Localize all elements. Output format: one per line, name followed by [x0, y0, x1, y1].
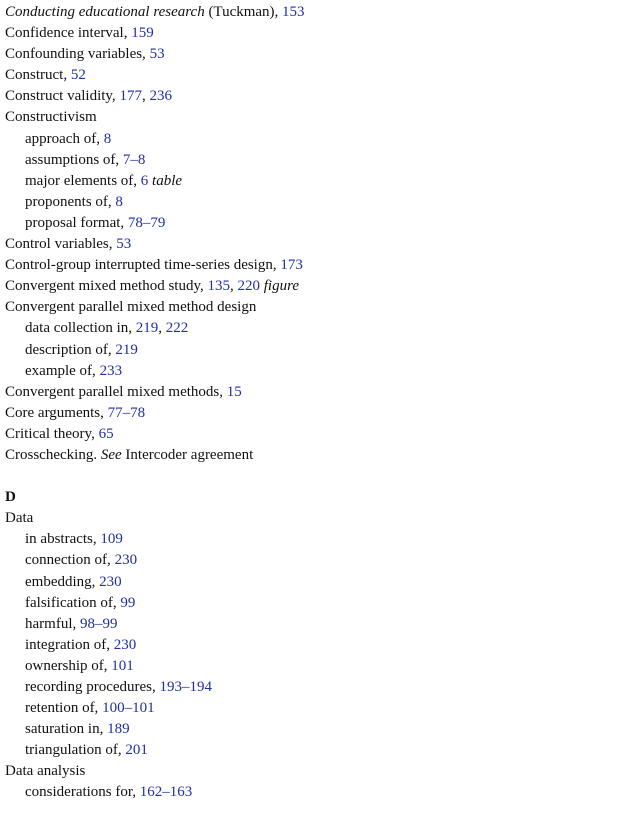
- entry-text: ,: [229, 278, 238, 295]
- page-ref-link[interactable]: 159: [131, 25, 154, 42]
- entry-text: Data: [5, 510, 34, 527]
- entry-text: harmful,: [25, 615, 80, 632]
- index-entry: [5, 297, 633, 318]
- index-entry: [5, 107, 633, 128]
- italic-text: figure: [263, 278, 300, 295]
- index-entry: [5, 445, 633, 466]
- page-ref-link[interactable]: 98–99: [79, 615, 118, 632]
- entry-text: Core arguments,: [5, 404, 108, 421]
- index-subentry: [5, 340, 633, 361]
- index-entry: [5, 255, 633, 276]
- page-ref-link[interactable]: 189: [107, 721, 130, 738]
- entry-text: Control variables,: [5, 236, 117, 253]
- entry-text: recording procedures,: [25, 679, 160, 695]
- entry-text: Control-group interrupted time-series design,: [5, 257, 281, 274]
- italic-text: See: [100, 446, 122, 463]
- entry-text: D: [5, 489, 16, 506]
- page-ref-link[interactable]: 173: [280, 257, 303, 274]
- entry-text: Convergent parallel mixed method design: [5, 299, 257, 316]
- index-subentry: [5, 593, 633, 614]
- index-subentry: [5, 698, 633, 719]
- index-subentry: [5, 529, 633, 550]
- index-entry: [5, 65, 633, 86]
- index-entry: [5, 23, 633, 44]
- index-subentry: [5, 782, 633, 803]
- page-ref-link[interactable]: 109: [100, 531, 123, 548]
- spacer: [5, 466, 633, 487]
- index-subentry: [5, 192, 633, 213]
- index-entry: [5, 276, 633, 297]
- page-ref-link[interactable]: 53: [149, 46, 165, 63]
- page-ref-link[interactable]: 153: [282, 4, 305, 20]
- italic-text: Conducting educational research: [5, 4, 205, 20]
- index-entry: [5, 86, 633, 107]
- entry-text: Intercoder agreement: [121, 446, 254, 463]
- entry-text: approach of,: [25, 130, 104, 147]
- entry-text: considerations for,: [25, 784, 140, 801]
- index-subentry: [5, 213, 633, 234]
- page-ref-link[interactable]: 230: [113, 636, 137, 653]
- page-ref-link[interactable]: 6: [140, 172, 149, 189]
- index-subentry: [5, 150, 633, 171]
- index-entry: [5, 2, 633, 23]
- page-ref-link[interactable]: 52: [70, 67, 86, 84]
- index-entry: [5, 403, 633, 424]
- index-subentry: [5, 550, 633, 571]
- page-ref-link[interactable]: 8: [115, 193, 123, 210]
- page-ref-link[interactable]: 53: [116, 236, 132, 253]
- index-list: [5, 2, 633, 804]
- entry-text: ,: [158, 320, 166, 337]
- entry-text: Critical theory,: [5, 425, 99, 442]
- entry-text: ownership of,: [25, 657, 112, 674]
- section-letter: [5, 487, 633, 508]
- index-entry: [5, 508, 633, 529]
- page-ref-link[interactable]: 77–78: [107, 404, 146, 421]
- page-ref-link[interactable]: 100–101: [102, 700, 155, 717]
- index-entry: [5, 234, 633, 255]
- page-ref-link[interactable]: 193–194: [159, 679, 213, 695]
- page-ref-link[interactable]: 236: [149, 88, 172, 105]
- index-subentry: [5, 677, 633, 698]
- entry-text: Construct validity,: [5, 88, 120, 105]
- entry-text: Constructivism: [5, 109, 97, 126]
- entry-text: connection of,: [25, 552, 115, 569]
- entry-text: Crosschecking.: [5, 446, 101, 463]
- index-subentry: [5, 171, 633, 192]
- index-subentry: [5, 572, 633, 593]
- page-ref-link[interactable]: 222: [165, 320, 189, 337]
- page-ref-link[interactable]: 177: [119, 88, 142, 105]
- page-ref-link[interactable]: 135: [207, 278, 230, 295]
- page-ref-link[interactable]: 219: [115, 341, 138, 358]
- page-ref-link[interactable]: 230: [99, 573, 122, 590]
- entry-text: proposal format,: [25, 214, 128, 231]
- index-subentry: [5, 656, 633, 677]
- index-subentry: [5, 318, 633, 339]
- index-subentry: [5, 361, 633, 382]
- page-ref-link[interactable]: 233: [99, 362, 123, 379]
- page-ref-link[interactable]: 220: [237, 278, 260, 295]
- entry-text: description of,: [25, 341, 116, 358]
- index-subentry: [5, 129, 633, 150]
- page-ref-link[interactable]: 201: [125, 742, 148, 759]
- entry-text: major elements of,: [25, 172, 141, 189]
- page-ref-link[interactable]: 230: [114, 552, 138, 569]
- entry-text: Confounding variables,: [5, 46, 150, 63]
- entry-text: Confidence interval,: [5, 25, 132, 42]
- index-entry: [5, 424, 633, 445]
- entry-text: ,: [141, 88, 150, 105]
- page-ref-link[interactable]: 78–79: [127, 214, 166, 231]
- entry-text: embedding,: [25, 573, 100, 590]
- entry-text: retention of,: [25, 700, 103, 717]
- entry-text: Convergent mixed method study,: [5, 278, 208, 295]
- page-ref-link[interactable]: 7–8: [122, 151, 146, 168]
- index-entry: [5, 761, 633, 782]
- entry-text: Construct,: [5, 67, 71, 84]
- entry-text: example of,: [25, 362, 100, 379]
- entry-text: falsification of,: [25, 594, 121, 611]
- page-ref-link[interactable]: 162–163: [139, 784, 193, 801]
- entry-text: (Tuckman),: [204, 4, 283, 20]
- page-ref-link[interactable]: 8: [103, 130, 112, 147]
- index-subentry: [5, 614, 633, 635]
- page-ref-link[interactable]: 99: [120, 594, 136, 611]
- entry-text: in abstracts,: [25, 531, 101, 548]
- entry-text: triangulation of,: [25, 742, 126, 759]
- entry-text: data collection in,: [25, 320, 136, 337]
- index-subentry: [5, 635, 633, 656]
- index-entry: [5, 382, 633, 403]
- page-ref-link[interactable]: 101: [111, 657, 134, 674]
- entry-text: assumptions of,: [25, 151, 123, 168]
- entry-text: Data analysis: [5, 763, 86, 780]
- index-subentry: [5, 740, 633, 761]
- page-ref-link[interactable]: 65: [98, 425, 114, 442]
- entry-text: integration of,: [25, 636, 114, 653]
- entry-text: saturation in,: [25, 721, 108, 738]
- page-ref-link[interactable]: 15: [226, 383, 242, 400]
- page-ref-link[interactable]: 219: [135, 320, 159, 337]
- entry-text: proponents of,: [25, 193, 116, 210]
- entry-text: Convergent parallel mixed methods,: [5, 383, 227, 400]
- italic-text: table: [152, 172, 183, 189]
- index-entry: [5, 44, 633, 65]
- index-subentry: [5, 719, 633, 740]
